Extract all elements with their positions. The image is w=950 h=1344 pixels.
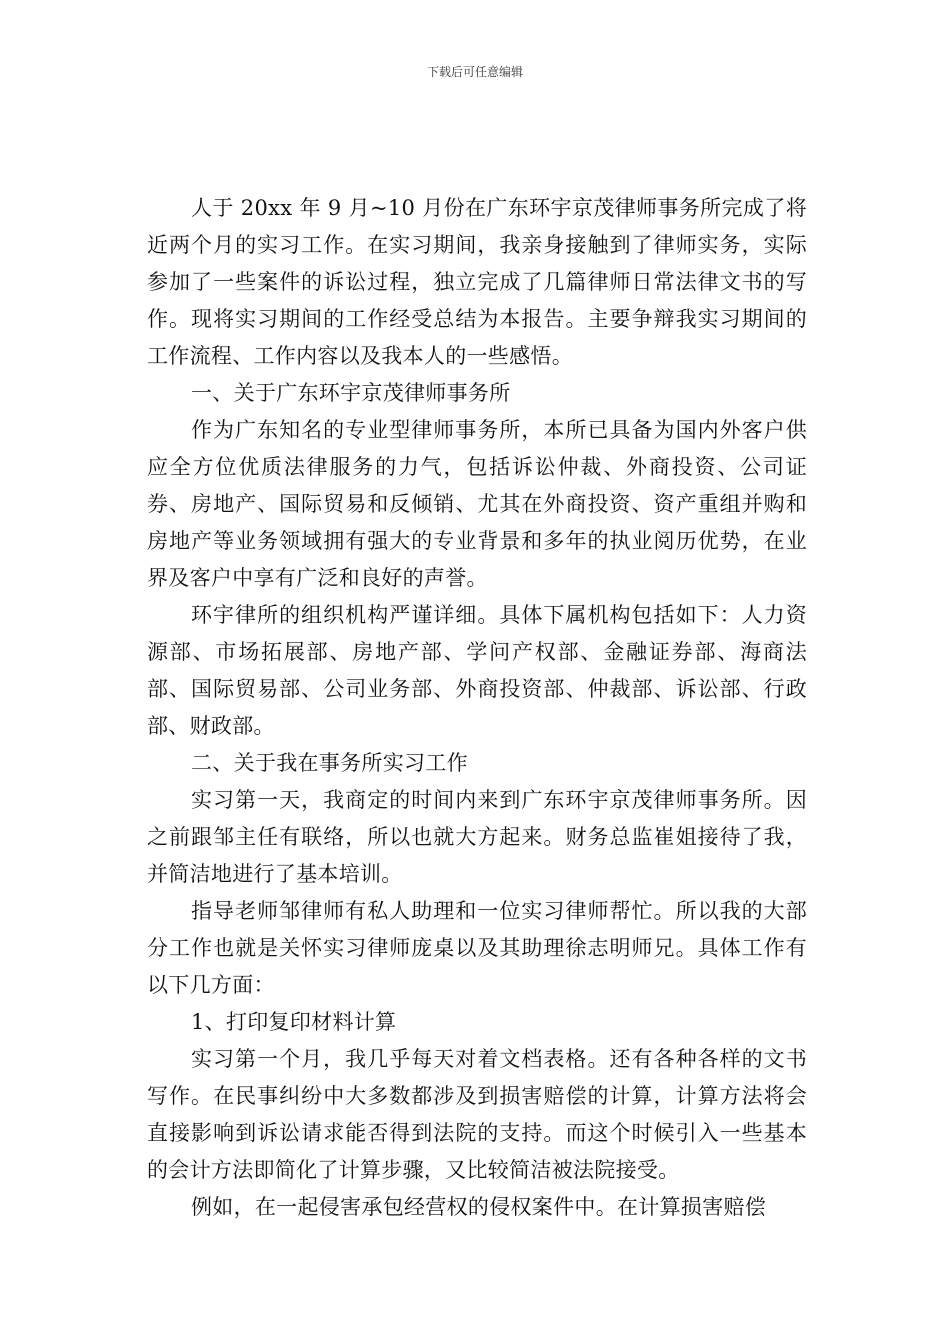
- paragraph-example: 例如，在一起侵害承包经营权的侵权案件中。在计算损害赔偿: [191, 1195, 767, 1219]
- section-heading-firm: 一、关于广东环宇京茂律师事务所: [191, 381, 511, 405]
- page-header: 下载后可任意编辑: [426, 65, 523, 79]
- paragraph-first-month: 实习第一个月，我几乎每天对着文档表格。还有各种各样的文书写作。在民事纠纷中大多数都涉及到损害赔偿的计算，计算方法将会直接影响到诉讼请求能否得到法院的支持。而这个时候引入一些基本的会计方法即简化了计算步骤，又比较简洁被法院接受。: [147, 1047, 807, 1182]
- paragraph-supervisor: 指导老师邹律师有私人助理和一位实习律师帮忙。所以我的大部分工作也就是关怀实习律师庞桌以及其助理徐志明师兄。具体工作有以下几方面：: [147, 899, 807, 997]
- document-body: [147, 190, 807, 1226]
- paragraph-firm-overview: 作为广东知名的专业型律师事务所，本所已具备为国内外客户供应全方位优质法律服务的力气，包括诉讼仲裁、外商投资、公司证券、房地产、国际贸易和反倾销、尤其在外商投资、资产重组并购和房地产等业务领域拥有强大的专业背景和多年的执业阅历优势，在业界及客户中享有广泛和良好的声誉。: [147, 418, 807, 590]
- paragraph-intro: 人于 20xx 年 9 月~10 月份在广东环宇京茂律师事务所完成了将近两个月的实习工作。在实习期间，我亲身接触到了律师实务，实际参加了一些案件的诉讼过程，独立完成了几篇律师日常法律文书的写作。现将实习期间的工作经受总结为本报告。主要争辩我实习期间的工作流程、工作内容以及我本人的一些感悟。: [147, 196, 807, 368]
- section-heading-internship: 二、关于我在事务所实习工作: [191, 751, 468, 775]
- paragraph-first-day: 实习第一天，我商定的时间内来到广东环宇京茂律师事务所。因之前跟邹主任有联络，所以也就大方起来。财务总监崔姐接待了我，并简洁地进行了基本培训。: [147, 788, 807, 886]
- subsection-heading-printing: 1、打印复印材料计算: [191, 1010, 397, 1034]
- paragraph-firm-structure: 环宇律所的组织机构严谨详细。具体下属机构包括如下：人力资源部、市场拓展部、房地产部、学问产权部、金融证券部、海商法部、国际贸易部、公司业务部、外商投资部、仲裁部、诉讼部、行政部、财政部。: [147, 603, 807, 738]
